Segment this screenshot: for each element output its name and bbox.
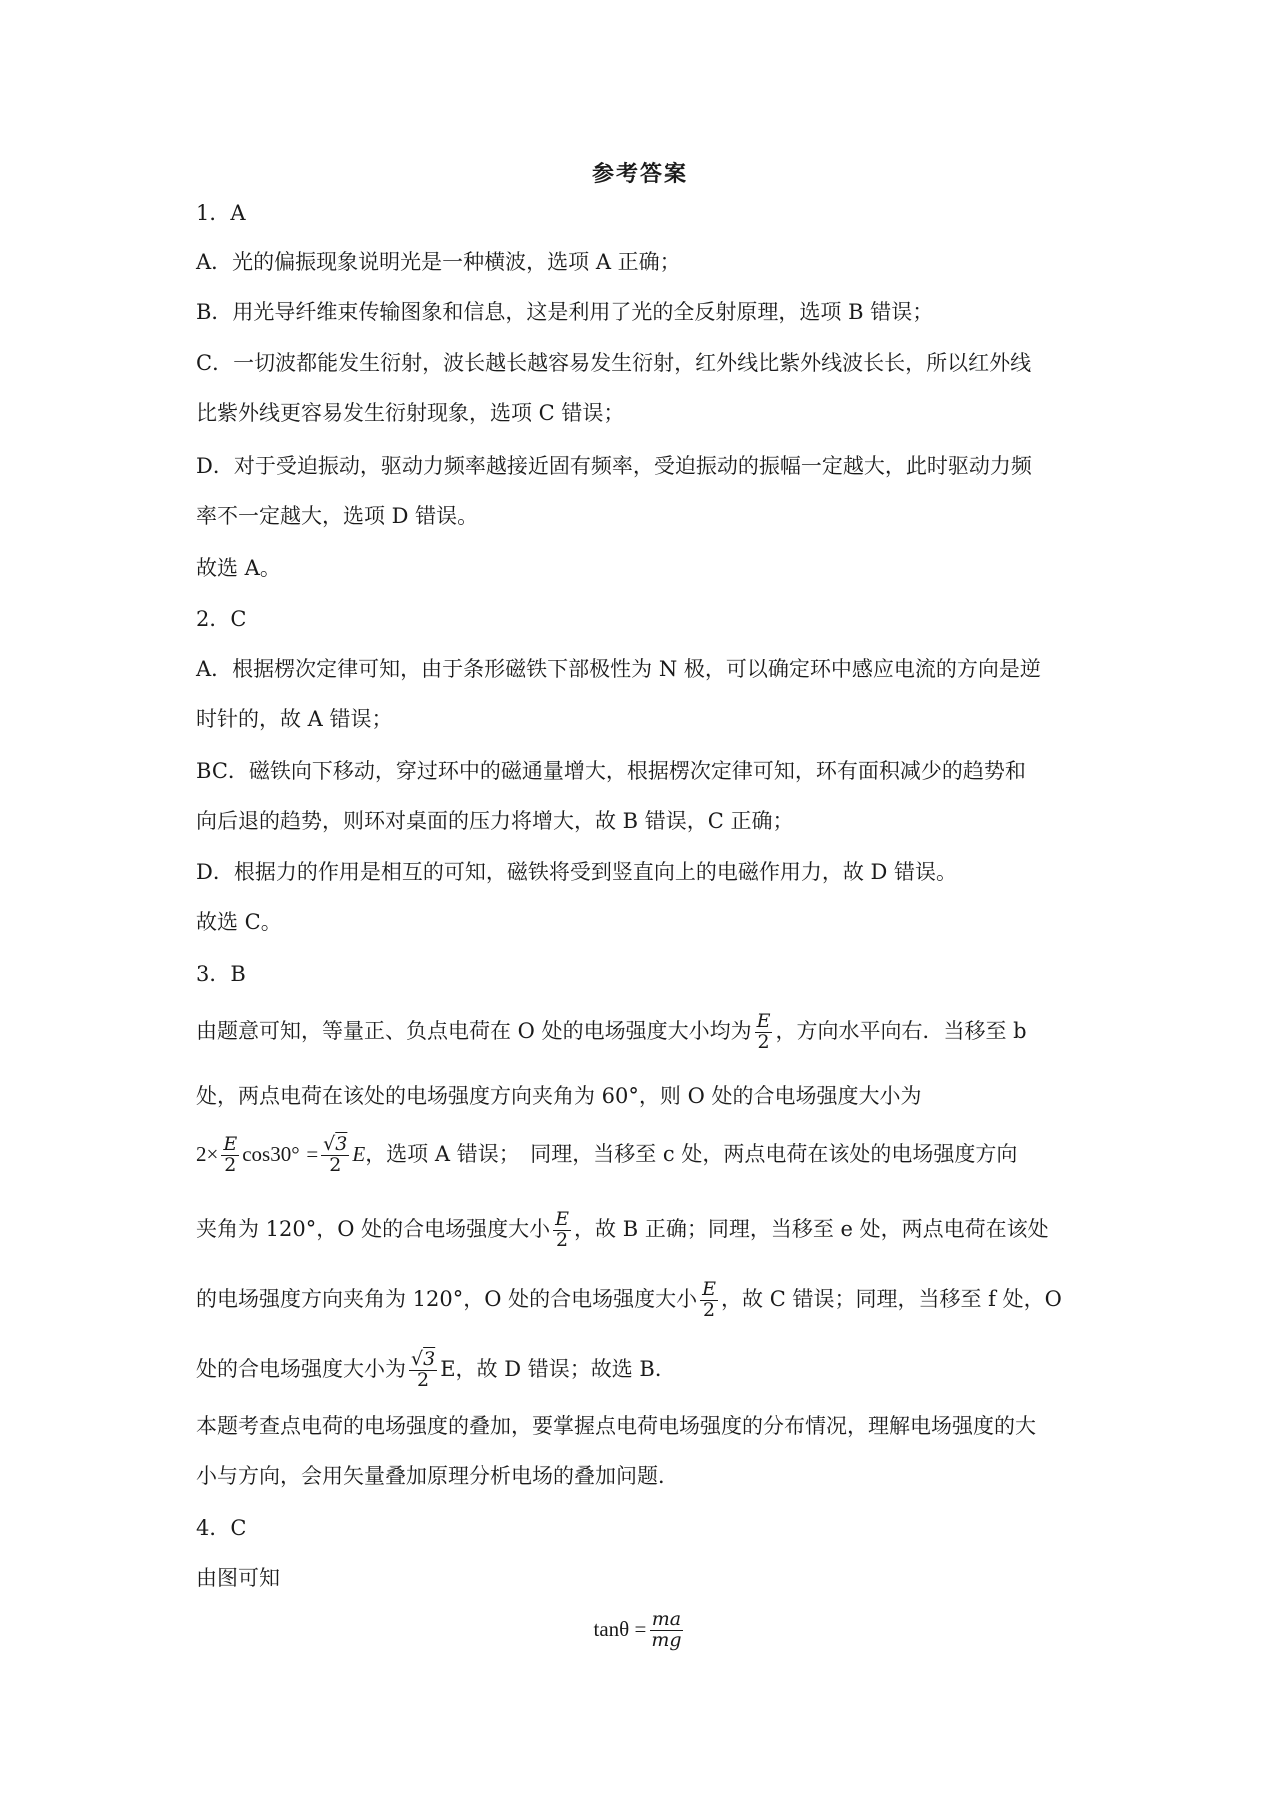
fraction-numerator <box>409 1350 437 1371</box>
fraction-denominator: 2 <box>417 1368 430 1391</box>
q2-option-bc-line1: BC．磁铁向下移动，穿过环中的磁通量增大，根据楞次定律可知，环有面积减少的趋势和 <box>196 759 1026 783</box>
q3-line6-text-b: E，故 D 错误；故选 B． <box>440 1356 676 1381</box>
page-title: 参考答案 <box>591 162 688 187</box>
q3-line4-text-b: ，故 B 正确；同理，当移至 e 处，两点电荷在该处 <box>574 1216 1049 1241</box>
fraction-e-over-2 <box>221 1135 239 1176</box>
fraction-denominator: 2 <box>329 1153 342 1176</box>
q1-option-d-line2: 率不一定越大，选项 D 错误。 <box>196 504 479 528</box>
q3-note-line1: 本题考查点电荷的电场强度的叠加，要掌握点电荷电场强度的分布情况，理解电场强度的大 <box>196 1414 1036 1438</box>
q1-conclusion: 故选 A。 <box>196 556 281 580</box>
fraction-sqrt3-over-2 <box>321 1135 349 1176</box>
fraction-denominator: 2 <box>703 1298 716 1321</box>
q4-equation <box>0 1610 1280 1651</box>
fraction-numerator: E <box>555 1208 570 1230</box>
q3-line6 <box>196 1350 1096 1391</box>
fraction-ma-over-mg <box>649 1610 683 1651</box>
q3-formula-equals: = <box>306 1141 319 1166</box>
q3-formula-cos: cos30° <box>242 1141 300 1166</box>
fraction-denominator: mg <box>651 1628 682 1651</box>
q4-equation-left: tanθ = <box>593 1616 647 1641</box>
sqrt-symbol: √ <box>323 1133 336 1155</box>
q2-option-a-line1: A．根据楞次定律可知，由于条形磁铁下部极性为 N 极，可以确定环中感应电流的方向是逆 <box>196 657 1041 681</box>
q1-option-d-line1: D．对于受迫振动，驱动力频率越接近固有频率，受迫振动的振幅一定越大，此时驱动力频 <box>196 454 1032 478</box>
q1-option-c-line1: C．一切波都能发生衍射，波长越长越容易发生衍射，红外线比紫外线波长长，所以红外线 <box>196 351 1032 375</box>
sqrt-radicand: 3 <box>423 1348 436 1370</box>
q3-formula-prefix: 2× <box>196 1141 219 1166</box>
q2-option-d: D．根据力的作用是相互的可知，磁铁将受到竖直向上的电磁作用力，故 D 错误。 <box>196 860 958 884</box>
q1-option-b: B．用光导纤维束传输图象和信息，这是利用了光的全反射原理，选项 B 错误； <box>196 300 934 324</box>
q3-line6-text-a: 处的合电场强度大小为 <box>196 1356 406 1381</box>
q2-answer: 2．C <box>196 607 247 631</box>
fraction-numerator: E <box>756 1010 771 1032</box>
sqrt-symbol: √ <box>411 1348 424 1370</box>
q3-line3 <box>196 1135 1096 1176</box>
q3-line1 <box>196 1012 1096 1053</box>
fraction-numerator: E <box>702 1278 717 1300</box>
q1-option-c-line2: 比紫外线更容易发生衍射现象，选项 C 错误； <box>196 401 625 425</box>
q3-line5-text-b: ，故 C 错误；同理，当移至 f 处，O <box>721 1286 1062 1311</box>
sqrt-radicand: 3 <box>335 1133 348 1155</box>
q4-line1: 由图可知 <box>196 1566 280 1590</box>
q3-line2: 处，两点电荷在该处的电场强度方向夹角为 60°，则 O 处的合电场强度大小为 <box>196 1084 922 1108</box>
q3-line1-text-b: ，方向水平向右．当移至 b <box>775 1018 1027 1043</box>
fraction-e-over-2 <box>553 1210 571 1251</box>
fraction-e-over-2 <box>700 1280 718 1321</box>
q3-line5 <box>196 1280 1096 1321</box>
q3-line3-text-b: ，选项 A 错误； 同理，当移至 c 处，两点电荷在该处的电场强度方向 <box>365 1141 1018 1166</box>
q2-option-a-line2: 时针的，故 A 错误； <box>196 707 393 731</box>
fraction-numerator <box>321 1135 349 1156</box>
q2-option-bc-line2: 向后退的趋势，则环对桌面的压力将增大，故 B 错误，C 正确； <box>196 809 794 833</box>
q3-formula-e: E <box>352 1141 366 1166</box>
fraction-denominator: 2 <box>556 1228 569 1251</box>
fraction-numerator: ma <box>651 1608 682 1630</box>
fraction-e-over-2 <box>755 1012 773 1053</box>
q3-line4-text-a: 夹角为 120°，O 处的合电场强度大小 <box>196 1216 551 1241</box>
q4-answer: 4．C <box>196 1516 247 1540</box>
q1-option-a: A．光的偏振现象说明光是一种横波，选项 A 正确； <box>196 250 681 274</box>
q3-line1-text-a: 由题意可知，等量正、负点电荷在 O 处的电场强度大小均为 <box>196 1018 752 1043</box>
q3-note-line2: 小与方向，会用矢量叠加原理分析电场的叠加问题． <box>196 1464 679 1488</box>
fraction-numerator: E <box>223 1133 238 1155</box>
fraction-denominator: 2 <box>757 1030 770 1053</box>
q3-line4 <box>196 1210 1096 1251</box>
q3-line5-text-a: 的电场强度方向夹角为 120°，O 处的合电场强度大小 <box>196 1286 698 1311</box>
q3-answer: 3．B <box>196 962 246 986</box>
q2-conclusion: 故选 C。 <box>196 910 282 934</box>
fraction-denominator: 2 <box>224 1153 237 1176</box>
fraction-sqrt3-over-2 <box>409 1350 437 1391</box>
q1-answer: 1．A <box>196 201 246 225</box>
